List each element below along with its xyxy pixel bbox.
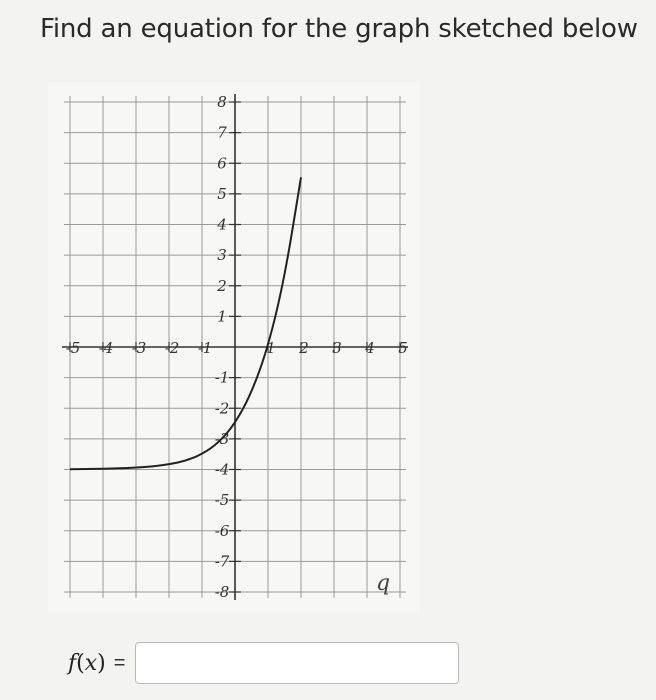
y-tick-label: 7 [217,123,227,142]
y-tick-label: -3 [214,429,230,448]
y-tick-label: 8 [217,93,227,111]
function-label: f(x) [68,650,106,676]
x-tick-label: -1 [197,339,213,357]
y-tick-label: 3 [217,246,227,265]
x-tick-label: -5 [65,339,81,357]
y-tick-label: 4 [217,215,227,234]
y-tick-label: -5 [214,491,230,510]
x-tick-label: 5 [398,339,408,357]
x-tick-label: 3 [332,339,342,357]
graph-svg [48,82,420,612]
y-tick-label: 6 [217,154,227,173]
answer-input[interactable] [135,642,459,684]
y-tick-label: 2 [217,276,227,295]
question-text: Find an equation for the graph sketched below [40,14,638,44]
y-tick-label: -7 [214,552,230,571]
x-tick-label: -2 [164,339,180,357]
x-tick-label: -4 [98,339,114,357]
answer-row [68,642,459,684]
x-tick-label: -3 [131,339,147,357]
equals-sign: = [113,651,126,674]
x-tick-label: 1 [266,339,276,357]
y-tick-label: -4 [214,460,230,479]
graph-panel [48,82,420,612]
y-tick-label: -2 [214,399,230,418]
y-tick-label: -6 [214,521,230,540]
y-tick-label: 5 [217,184,227,203]
y-tick-label: 1 [217,307,227,326]
x-tick-label: 2 [299,339,309,357]
function-name: f [68,650,77,676]
function-variable: x [84,650,98,676]
y-tick-label: -1 [214,368,230,387]
y-tick-label: -8 [214,583,230,601]
x-tick-label: 4 [365,339,375,357]
corner-mark: q [376,571,391,596]
